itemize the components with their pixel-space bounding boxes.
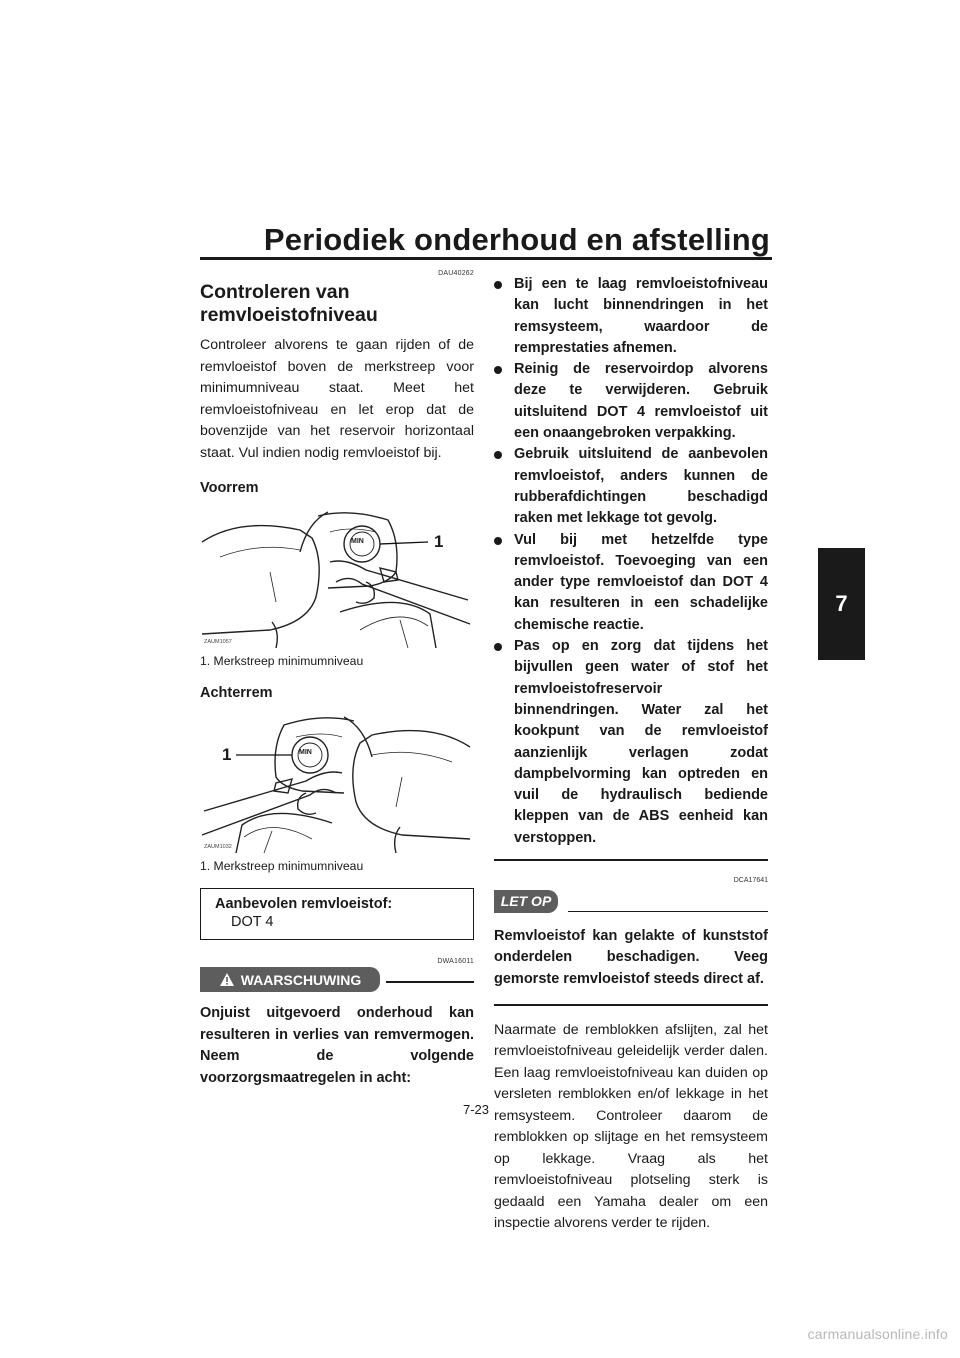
- rear-brake-figure: [200, 707, 472, 854]
- warning-bullet-text: Pas op en zorg dat tijdens het bijvullen geen water of stof het remvloeistofreservoir binnendringen. Water zal het kookpunt van de remvloeistof aanzienlijk verlagen zodat dampbelvorming kan optreden en vuil de hydraulisch bediende kleppen van de ABS eenheid kan verstoppen.: [514, 638, 768, 846]
- left-column: [200, 270, 474, 1089]
- recommended-fluid-label: Aanbevolen remvloeistof:: [215, 896, 393, 912]
- warning-end-rule: [494, 859, 768, 861]
- front-min-mark: MIN: [351, 538, 364, 545]
- warning-rule: [386, 981, 474, 983]
- bullet-dot: [494, 643, 502, 651]
- warning-bullet-text: Vul bij met hetzelfde type remvloeistof. Toevoeging van een ander type remvloeistof dan DOT 4 kan resulteren in een schadelijke chemische reactie.: [514, 531, 768, 633]
- rear-callout-number: 1: [222, 745, 232, 764]
- header-rule: [200, 257, 772, 260]
- warning-triangle-icon: [219, 972, 235, 988]
- caution-rule: [568, 911, 768, 913]
- rear-brake-illustration: [200, 707, 472, 854]
- bullet-dot: [494, 366, 502, 374]
- warning-bullet: [494, 359, 768, 444]
- section-intro: Controleer alvorens te gaan rijden of de remvloeistof boven de merkstreep voor minimumniveau staat. Meet het remvloeistofniveau en let erop dat de bovenzijde van het reservoir horizontaal staat. Vul indien nodig remvloeistof bij.: [200, 337, 474, 461]
- warning-bullet-text: Reinig de reservoirdop alvorens deze te verwijderen. Gebruik uitsluitend DOT 4 remvloeistof uit een onaangebroken verpakking.: [514, 361, 768, 442]
- warning-bullet: [494, 274, 768, 359]
- front-brake-figure: [200, 502, 472, 649]
- front-callout-number: 1: [434, 532, 444, 551]
- bullet-dot: [494, 281, 502, 289]
- warning-text: Onjuist uitgevoerd onderhoud kan resulteren in verlies van remvermogen. Neem de volgende voorzorgsmaatregelen in acht:: [200, 1005, 474, 1086]
- page-number: 7-23: [463, 1102, 490, 1117]
- right-column: [494, 270, 768, 1235]
- warning-bullet-text: Bij een te laag remvloeistofniveau kan lucht binnendringen in het remsysteem, waardoor de remprestaties afnemen.: [514, 276, 768, 356]
- front-brake-heading: Voorrem: [200, 480, 259, 496]
- warning-block: [200, 958, 474, 1089]
- warning-bullet: [494, 444, 768, 529]
- warning-badge: [200, 967, 380, 992]
- warning-bullet-list: [494, 274, 768, 849]
- section-code: DAU40262: [438, 270, 474, 277]
- section-title: Controleren van remvloeistofniveau: [200, 281, 378, 326]
- warning-bullet: [494, 636, 768, 849]
- caution-text: Remvloeistof kan gelakte of kunststof onderdelen beschadigen. Veeg gemorste remvloeistof steeds direct af.: [494, 927, 768, 987]
- chapter-tab: 7: [818, 548, 865, 660]
- caution-badge: LET OP: [494, 890, 558, 913]
- front-brake-illustration: [200, 502, 472, 649]
- rear-figure-code: ZAUM1032: [204, 844, 232, 850]
- pad-wear-paragraph: Naarmate de remblokken afslijten, zal het remvloeistofniveau geleidelijk verder dalen. Een laag remvloeistofniveau kan duiden op versleten remblokken en/of lekkage in het remsysteem. Controleer daarom de remblokken op slijtage en het remsysteem op lekkage. Vraag als het remvloeistofniveau plotseling sterk is gedaald een Yamaha dealer om een inspectie alvorens verder te rijden.: [494, 1021, 768, 1232]
- warning-header: [200, 967, 474, 993]
- watermark: carmanualsonline.info: [807, 1326, 948, 1342]
- rear-brake-heading: Achterrem: [200, 685, 273, 701]
- warning-bullet-text: Gebruik uitsluitend de aanbevolen remvloeistof, anders kunnen de rubberafdichtingen beschadigd raken met lekkage tot gevolg.: [514, 446, 768, 527]
- front-figure-code: ZAUM1057: [204, 639, 232, 645]
- bullet-dot: [494, 537, 502, 545]
- rear-min-mark: MIN: [299, 749, 312, 756]
- recommended-fluid-box: [200, 888, 474, 940]
- front-figure-caption: 1. Merkstreep minimumniveau: [200, 654, 364, 668]
- caution-header: [494, 890, 768, 916]
- caution-end-rule: [494, 1004, 768, 1006]
- rear-figure-caption: 1. Merkstreep minimumniveau: [200, 859, 364, 873]
- warning-badge-label: WAARSCHUWING: [240, 971, 362, 988]
- page-header-title: Periodiek onderhoud en afstelling: [263, 222, 770, 257]
- bullet-dot: [494, 451, 502, 459]
- warning-bullet: [494, 530, 768, 636]
- warning-code: DWA16011: [437, 958, 474, 965]
- recommended-fluid-value: DOT 4: [231, 914, 274, 930]
- caution-code: DCA17641: [733, 876, 768, 884]
